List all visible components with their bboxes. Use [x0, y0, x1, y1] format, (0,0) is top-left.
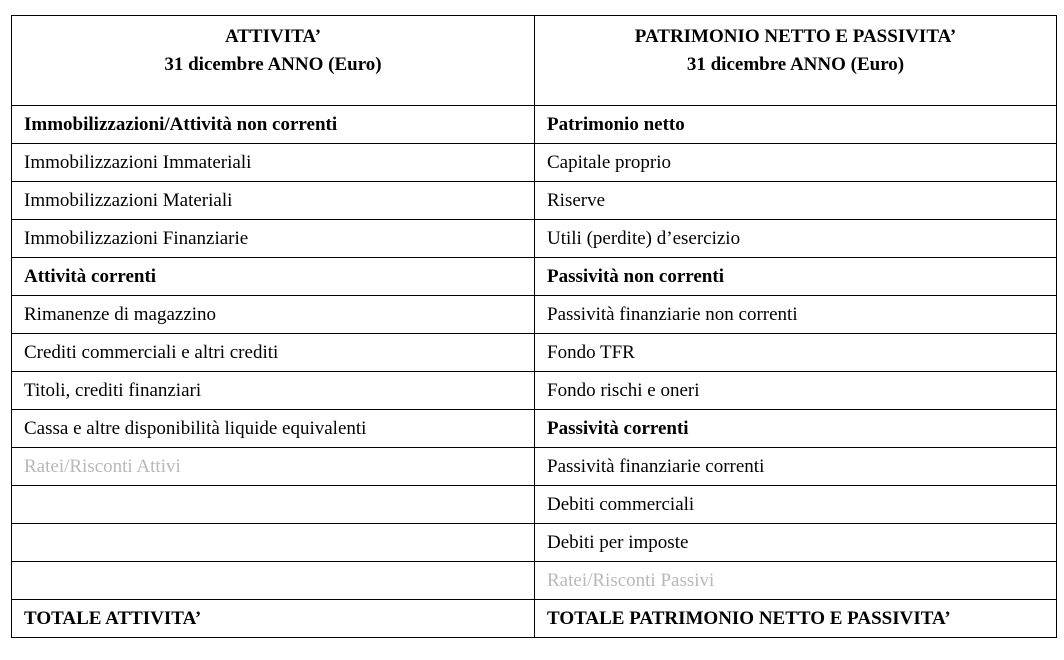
assets-accruals-cell: Ratei/Risconti Attivi — [12, 448, 535, 486]
liabilities-cell: Passività finanziarie non correnti — [535, 296, 1057, 334]
liabilities-accruals-cell: Ratei/Risconti Passivi — [535, 562, 1057, 600]
assets-cell: Immobilizzazioni Immateriali — [12, 144, 535, 182]
assets-header — [12, 16, 535, 106]
equity-section: Patrimonio netto — [535, 106, 1057, 144]
header-row — [12, 16, 1057, 106]
table-row — [12, 410, 1057, 448]
liabilities-cell: Fondo TFR — [535, 334, 1057, 372]
table-row — [12, 144, 1057, 182]
table-row — [12, 448, 1057, 486]
assets-empty-cell — [12, 524, 535, 562]
liabilities-cell: Debiti commerciali — [535, 486, 1057, 524]
assets-cell: Immobilizzazioni Materiali — [12, 182, 535, 220]
table-row — [12, 296, 1057, 334]
table-row — [12, 524, 1057, 562]
assets-cell: Cassa e altre disponibilità liquide equivalenti — [12, 410, 535, 448]
liabilities-cell: Capitale proprio — [535, 144, 1057, 182]
liabilities-cell: Debiti per imposte — [535, 524, 1057, 562]
assets-empty-cell — [12, 562, 535, 600]
assets-empty-cell — [12, 486, 535, 524]
liabilities-header — [535, 16, 1057, 106]
table-row — [12, 486, 1057, 524]
liabilities-cell: Passività finanziarie correnti — [535, 448, 1057, 486]
total-row — [12, 600, 1057, 638]
liabilities-section-current: Passività correnti — [535, 410, 1057, 448]
assets-header-date: 31 dicembre ANNO (Euro) — [164, 54, 382, 75]
table-row — [12, 106, 1057, 144]
total-equity-liabilities: TOTALE PATRIMONIO NETTO E PASSIVITA’ — [535, 600, 1057, 638]
assets-cell: Crediti commerciali e altri crediti — [12, 334, 535, 372]
assets-cell: Rimanenze di magazzino — [12, 296, 535, 334]
assets-cell: Titoli, crediti finanziari — [12, 372, 535, 410]
table-row — [12, 334, 1057, 372]
table-row — [12, 220, 1057, 258]
table-row — [12, 372, 1057, 410]
total-assets: TOTALE ATTIVITA’ — [12, 600, 535, 638]
liabilities-cell: Riserve — [535, 182, 1057, 220]
table-row — [12, 182, 1057, 220]
balance-sheet-table — [11, 15, 1057, 638]
liabilities-cell: Fondo rischi e oneri — [535, 372, 1057, 410]
table-row — [12, 562, 1057, 600]
liabilities-header-title: PATRIMONIO NETTO E PASSIVITA’ — [634, 26, 957, 47]
assets-section-current: Attività correnti — [12, 258, 535, 296]
assets-section-noncurrent: Immobilizzazioni/Attività non correnti — [12, 106, 535, 144]
liabilities-cell: Utili (perdite) d’esercizio — [535, 220, 1057, 258]
assets-header-title: ATTIVITA’ — [224, 26, 322, 47]
liabilities-section-noncurrent: Passività non correnti — [535, 258, 1057, 296]
liabilities-header-date: 31 dicembre ANNO (Euro) — [686, 54, 905, 75]
table-row — [12, 258, 1057, 296]
assets-cell: Immobilizzazioni Finanziarie — [12, 220, 535, 258]
